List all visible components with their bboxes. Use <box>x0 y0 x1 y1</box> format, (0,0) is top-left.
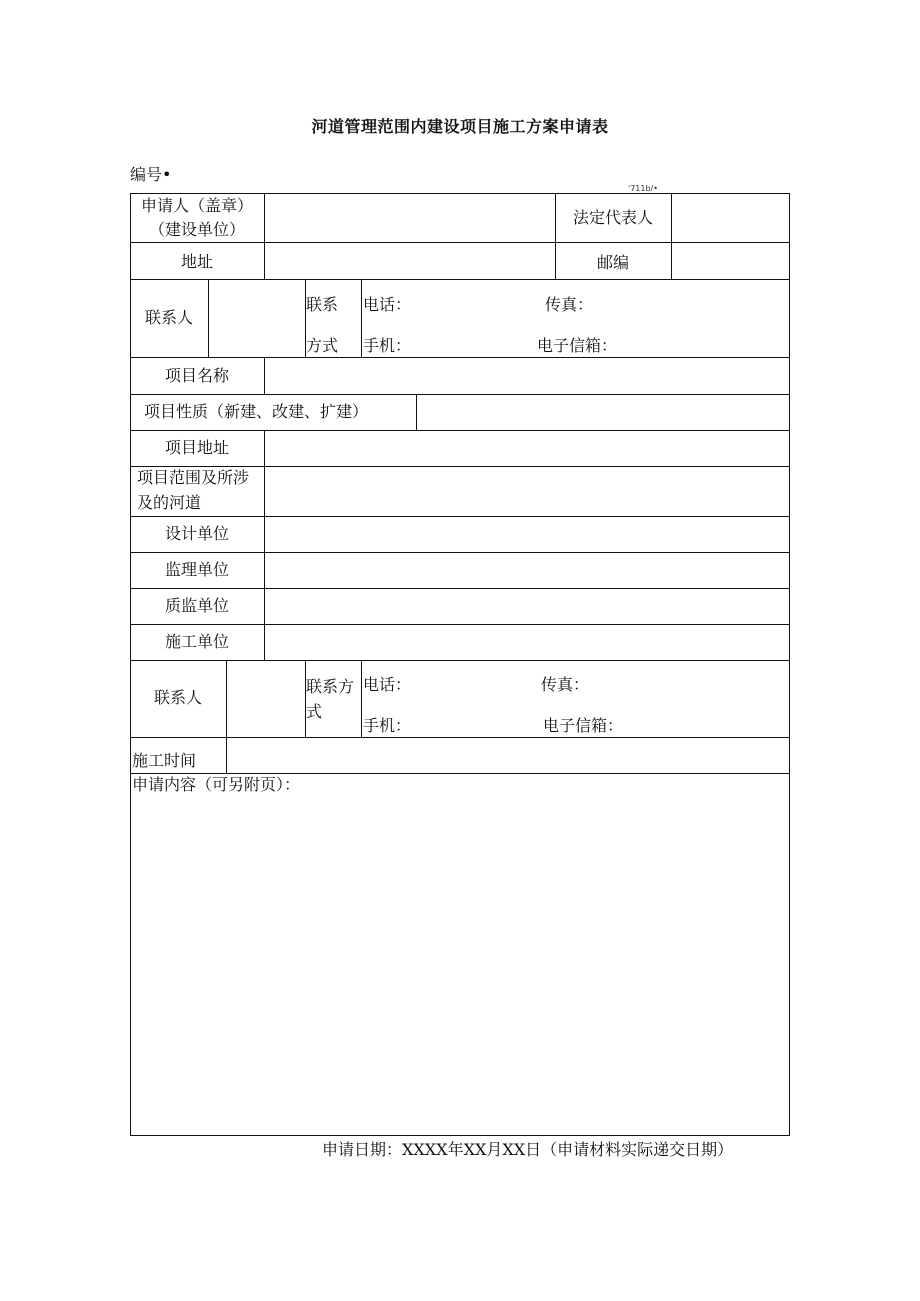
contact-person-label: 联系人 <box>144 308 193 327</box>
postcode-label: 邮编 <box>596 253 629 272</box>
construction-time-label: 施工时间 <box>132 751 197 770</box>
fax-label: 传真： <box>541 675 590 694</box>
mobile-label: 手机： <box>363 716 412 735</box>
col-divider <box>305 660 306 737</box>
col-divider <box>416 394 417 430</box>
row-divider <box>130 588 790 589</box>
project-scope-label: 项目范围及所涉 <box>137 468 250 487</box>
row-divider <box>130 624 790 625</box>
application-content-label: 申请内容（可另附页）： <box>132 775 301 794</box>
project-name-label: 项目名称 <box>164 366 229 385</box>
col-divider <box>264 357 265 394</box>
table-border-right <box>789 193 790 1136</box>
col-divider <box>264 430 265 660</box>
serial-number-label: 编号• <box>130 165 172 184</box>
applicant-label: 申请人（盖章） <box>140 196 253 215</box>
row-divider <box>130 737 790 738</box>
table-border-bottom <box>130 1135 790 1136</box>
mobile-label: 手机： <box>363 336 412 355</box>
legal-rep-label: 法定代表人 <box>572 208 653 227</box>
row-divider <box>130 516 790 517</box>
row-divider <box>130 394 790 395</box>
construction-unit-label: 施工单位 <box>164 632 229 651</box>
form-title: 河道管理范围内建设项目施工方案申请表 <box>311 117 609 136</box>
row-divider <box>130 357 790 358</box>
row-divider <box>130 279 790 280</box>
email-label: 电子信箱： <box>543 716 624 735</box>
contact-method-label: 联系 <box>306 295 339 314</box>
col-divider <box>264 193 265 279</box>
phone-label: 电话： <box>363 675 412 694</box>
row-divider <box>130 430 790 431</box>
phone-label: 电话： <box>363 295 412 314</box>
row-divider <box>130 660 790 661</box>
project-nature-label: 项目性质（新建、改建、扩建） <box>144 402 369 421</box>
col-divider <box>361 660 362 737</box>
supervision-unit-label: 监理单位 <box>164 560 229 579</box>
email-label: 电子信箱： <box>537 336 618 355</box>
contact-method-label: 方式 <box>306 336 339 355</box>
construction-contact-label: 联系人 <box>153 688 202 707</box>
design-unit-label: 设计单位 <box>164 524 229 543</box>
row-divider <box>130 242 790 243</box>
table-border-left <box>130 193 131 1136</box>
row-divider <box>130 552 790 553</box>
quality-unit-label: 质监单位 <box>164 596 229 615</box>
col-divider <box>361 279 362 357</box>
applicant-sublabel: （建设单位） <box>148 220 245 239</box>
fax-label: 传真： <box>545 295 594 314</box>
corner-mark: '711b/• <box>628 184 658 193</box>
col-divider <box>671 193 672 279</box>
address-label: 地址 <box>180 252 213 271</box>
col-divider <box>208 279 209 357</box>
application-date: 申请日期：XXXX年XX月XX日（申请材料实际递交日期） <box>322 1140 734 1159</box>
col-divider <box>226 660 227 773</box>
project-address-label: 项目地址 <box>164 438 229 457</box>
project-scope-sublabel: 及的河道 <box>137 493 202 512</box>
table-border-top <box>130 193 790 194</box>
contact-method-label: 联系方 <box>306 677 355 696</box>
contact-method-label: 式 <box>306 702 323 721</box>
